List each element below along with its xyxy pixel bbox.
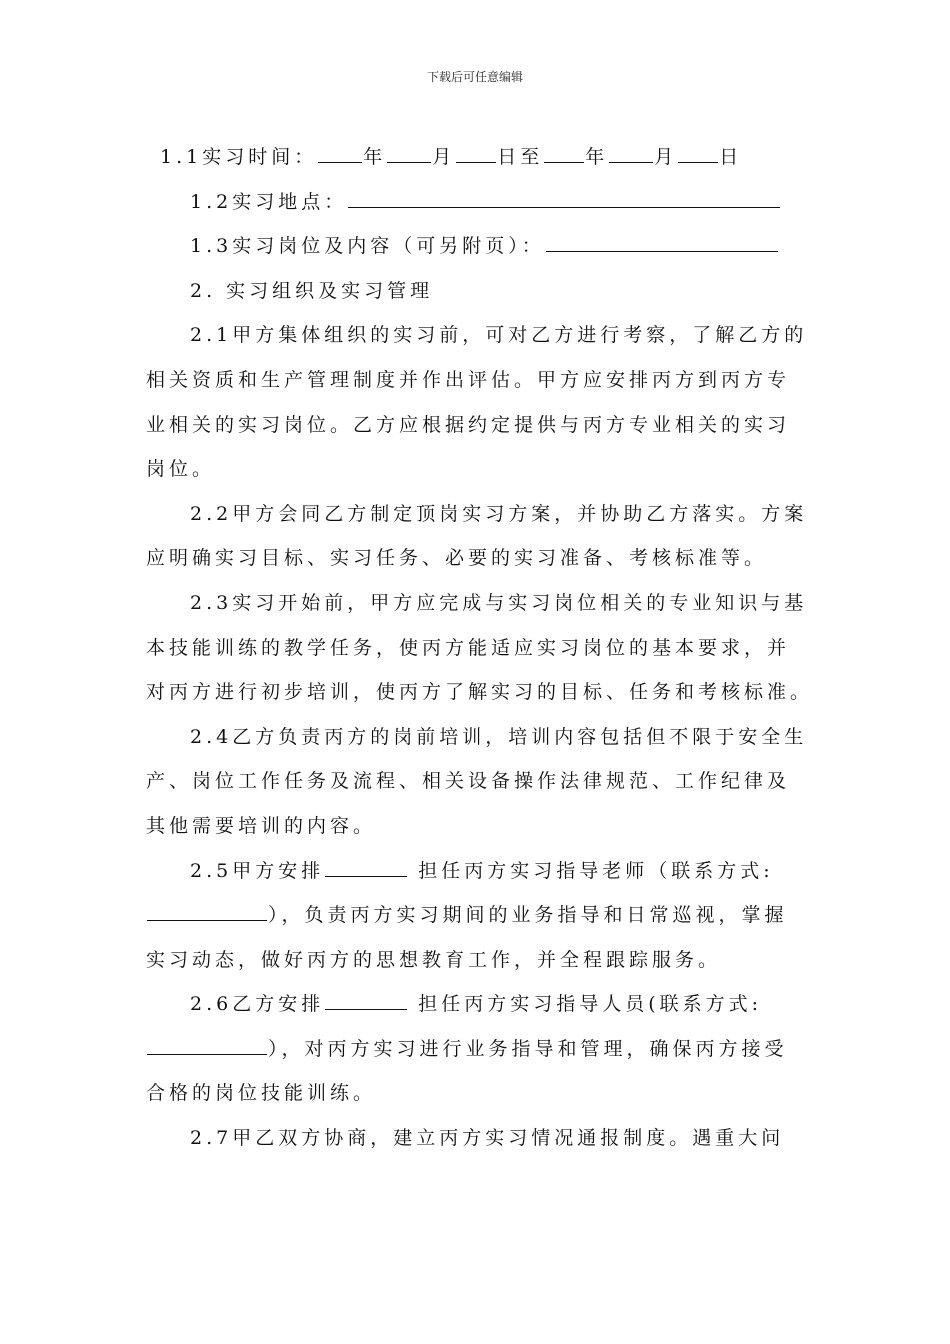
- clause-2-3-line: 对丙方进行初步培训，使丙方了解实习的目标、任务和考核标准。: [146, 681, 814, 704]
- clause-2-1-line: 相关资质和生产管理制度并作出评估。甲方应安排丙方到丙方专: [146, 368, 791, 391]
- clause-2-2-line: 应明确实习目标、实习任务、必要的实习准备、考核标准等。: [146, 547, 768, 570]
- clause-2-3-line: 本技能训练的教学任务，使丙方能适应实习岗位的基本要求，并: [146, 636, 791, 659]
- clause-2-2-line: 2.2甲方会同乙方制定顶岗实习方案，并协助乙方落实。方案: [190, 502, 808, 525]
- teacher-contact-blank[interactable]: [147, 919, 267, 921]
- clause-2-4-line: 产、岗位工作任务及流程、相关设备操作法律规范、工作纪律及: [146, 770, 791, 793]
- clause-2-1-line: 业相关的实习岗位。乙方应根据约定提供与丙方专业相关的实习: [146, 413, 791, 436]
- teacher-name-blank[interactable]: [325, 875, 407, 877]
- clause-2-1-line: 2.1甲方集体组织的实习前，可对乙方进行考察，了解乙方的: [190, 324, 808, 347]
- clause-2-6-suffix: 担任丙方实习指导人员(联系方式:: [418, 993, 763, 1016]
- clause-1-2: [146, 180, 810, 225]
- clause-1-1: [146, 135, 810, 180]
- month-start-blank[interactable]: [387, 161, 431, 163]
- clause-2-4-line: 其他需要培训的内容。: [146, 814, 377, 837]
- day-start-blank[interactable]: [456, 161, 496, 163]
- clause-2-5-prefix: 2.5甲方安排: [190, 859, 325, 882]
- clause-1-3: [146, 224, 810, 269]
- clause-2-5-line: [146, 849, 810, 894]
- day-to-label: 日至: [497, 146, 544, 168]
- clause-2-6-line: 合格的岗位技能训练。: [146, 1082, 377, 1105]
- clause-1-3-label: 1.3实习岗位及内容（可另附页）：: [190, 235, 545, 258]
- clause-2-6-text: ），对丙方实习进行业务指导和管理，确保丙方接受: [268, 1037, 788, 1060]
- clause-2-6-line: [146, 1027, 810, 1072]
- document-body: [146, 135, 814, 1161]
- clause-1-1-label: 1.1实习时间：: [160, 146, 318, 168]
- clause-2-5-text: ），负责丙方实习期间的业务指导和日常巡视，掌握: [268, 904, 788, 927]
- month-label: 月: [432, 146, 456, 168]
- year-label: 年: [585, 146, 609, 168]
- year-start-blank[interactable]: [318, 161, 362, 163]
- location-blank[interactable]: [348, 206, 780, 208]
- clause-2-1-line: 岗位。: [146, 458, 216, 481]
- instructor-name-blank[interactable]: [325, 1008, 407, 1010]
- instructor-contact-blank[interactable]: [147, 1053, 267, 1055]
- section-2-heading: [146, 269, 810, 314]
- month-end-blank[interactable]: [609, 161, 653, 163]
- page-header: 下载后可任意编辑: [426, 70, 523, 84]
- month-label: 月: [654, 146, 678, 168]
- clause-2-3-line: 2.3实习开始前，甲方应完成与实习岗位相关的专业知识与基: [190, 591, 808, 614]
- day-label: 日: [719, 146, 743, 168]
- year-end-blank[interactable]: [544, 161, 584, 163]
- day-end-blank[interactable]: [678, 161, 718, 163]
- clause-2-5-line: [146, 893, 810, 938]
- clause-2-6-line: [146, 982, 810, 1027]
- clause-2-5-suffix: 担任丙方实习指导老师（联系方式:: [418, 859, 774, 882]
- clause-2-6-prefix: 2.6乙方安排: [190, 993, 325, 1016]
- clause-2-4-line: 2.4乙方负责丙方的岗前培训，培训内容包括但不限于安全生: [190, 725, 808, 748]
- clause-1-2-label: 1.2实习地点：: [190, 190, 348, 213]
- position-blank[interactable]: [546, 250, 778, 252]
- year-label: 年: [363, 146, 387, 168]
- clause-2-7-line: 2.7甲乙双方协商，建立丙方实习情况通报制度。遇重大问: [190, 1127, 785, 1150]
- section-2-title: 2. 实习组织及实习管理: [190, 279, 434, 302]
- clause-2-5-line: 实习动态，做好丙方的思想教育工作，并全程跟踪服务。: [146, 948, 722, 971]
